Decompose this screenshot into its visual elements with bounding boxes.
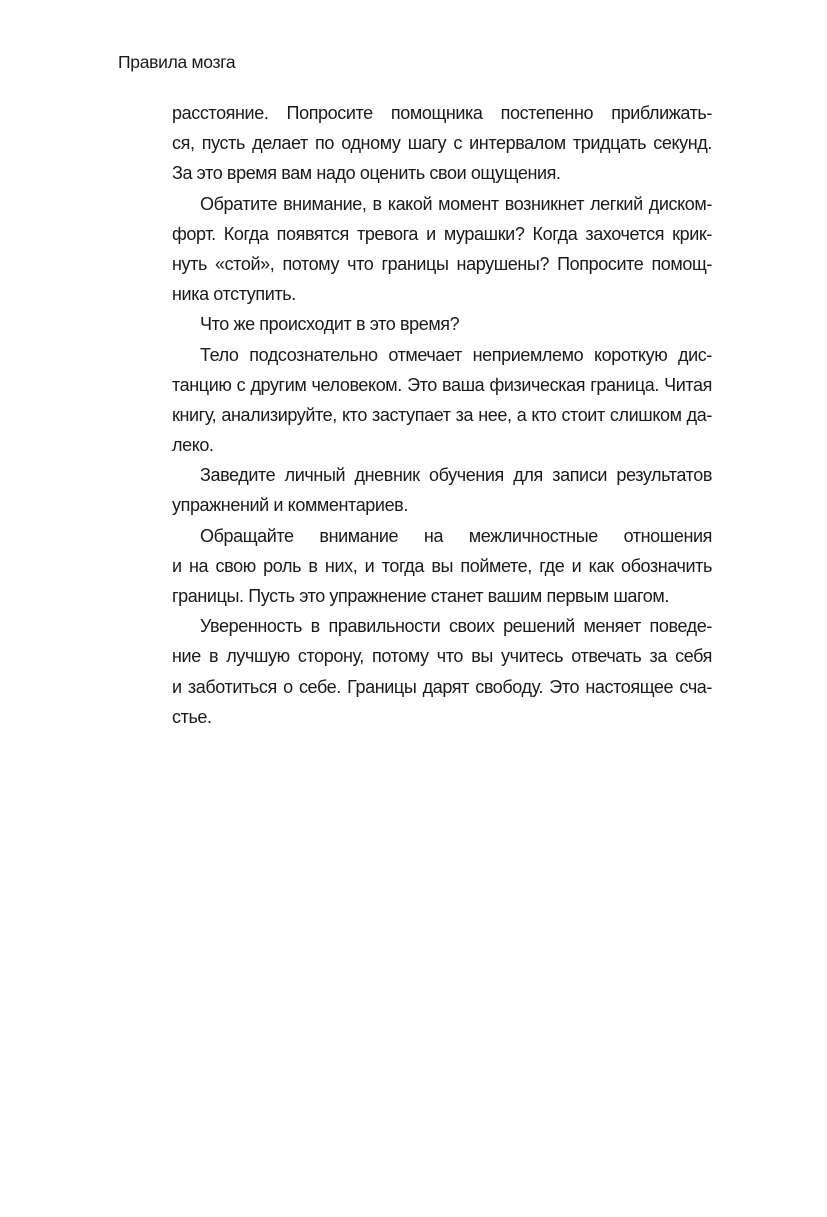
text-line: и заботиться о себе. Границы дарят свободу. Это настоящее сча- (172, 676, 712, 697)
text-line: ся, пусть делает по одному шагу с интервалом тридцать секунд. (172, 133, 712, 154)
text-line: ние в лучшую сторону, потому что вы учитесь отвечать за себя (172, 646, 712, 667)
text-line: упражнений и комментариев. (172, 495, 408, 516)
text-line: и на свою роль в них, и тогда вы поймете, где и как обозначить (172, 555, 712, 576)
text-line: леко. (172, 435, 214, 456)
text-line: Что же происходит в это время? (200, 314, 460, 335)
body-text (172, 98, 712, 732)
text-line: Обращайте внимание на межличностные отношения (200, 525, 712, 546)
running-header-title: Правила мозга (118, 52, 236, 72)
text-line: границы. Пусть это упражнение станет вашим первым шагом. (172, 586, 669, 606)
text-line: За это время вам надо оценить свои ощущения. (172, 163, 561, 184)
text-line: расстояние. Попросите помощника постепенно приближать- (172, 103, 712, 123)
text-line: Заведите личный дневник обучения для записи результатов (200, 465, 712, 486)
text-line: Уверенность в правильности своих решений меняет поведе- (200, 616, 712, 637)
text-line: стье. (172, 706, 212, 727)
text-line: форт. Когда появятся тревога и мурашки? Когда захочется крик- (172, 223, 712, 244)
text-line: нуть «стой», потому что границы нарушены? Попросите помощ- (172, 253, 712, 274)
text-line: книгу, анализируйте, кто заступает за нее, а кто стоит слишком да- (172, 404, 712, 425)
text-line: Тело подсознательно отмечает неприемлемо короткую дис- (200, 344, 712, 365)
text-line: танцию с другим человеком. Это ваша физическая граница. Читая (172, 374, 712, 395)
text-line: Обратите внимание, в какой момент возникнет легкий диском- (200, 193, 712, 214)
text-line: ника отступить. (172, 284, 296, 305)
